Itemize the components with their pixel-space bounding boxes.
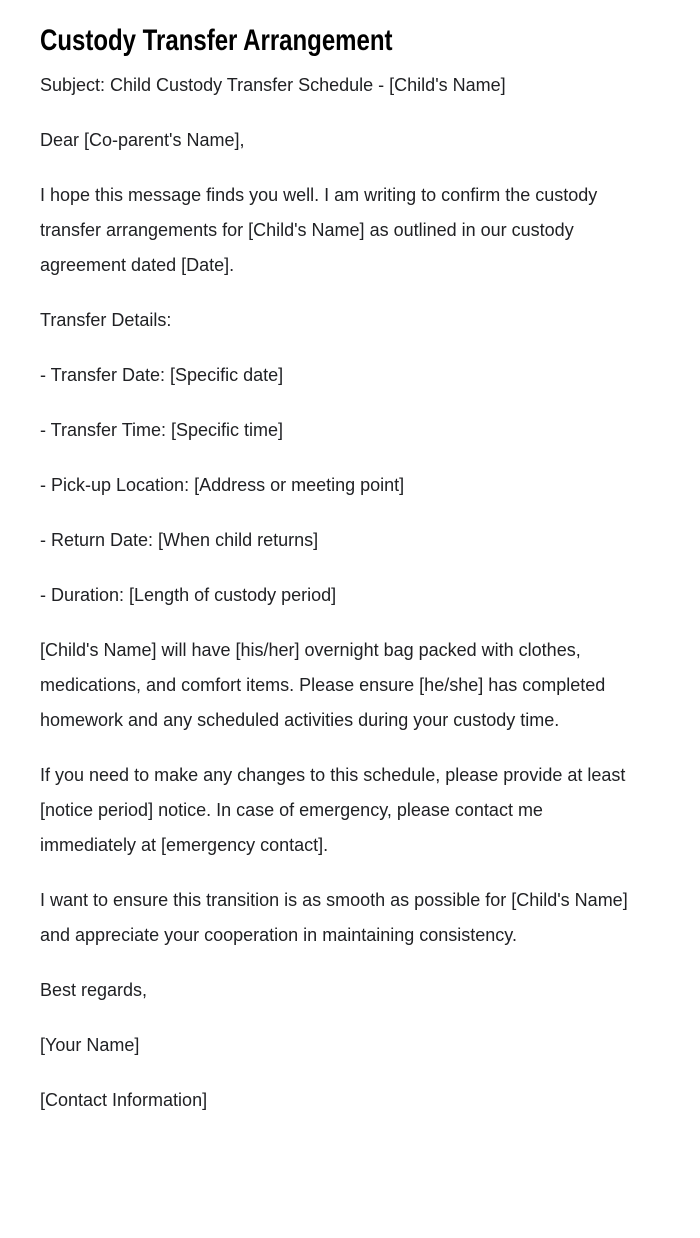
signature-name: [Your Name] (40, 1035, 140, 1055)
detail-item-duration: - Duration: [Length of custody period] (40, 585, 337, 605)
detail-item-pickup-location: - Pick-up Location: [Address or meeting point] (40, 475, 405, 495)
cooperation-paragraph: I want to ensure this transition is as smooth as possible for [Child's Name] and appreciate your cooperation in maintaining consistency. (40, 890, 628, 945)
sign-off: Best regards, (40, 980, 148, 1000)
subject-line: Subject: Child Custody Transfer Schedule - [Child's Name] (40, 75, 506, 95)
detail-item-transfer-date: - Transfer Date: [Specific date] (40, 365, 284, 385)
schedule-changes-paragraph: If you need to make any changes to this schedule, please provide at least [notice period] notice. In case of emergency, please contact me immediately at [emergency contact]. (40, 765, 626, 855)
belongings-paragraph: [Child's Name] will have [his/her] overnight bag packed with clothes, medications, and comfort items. Please ensure [he/she] has completed homework and any scheduled activities during your custody time. (40, 640, 606, 730)
detail-item-return-date: - Return Date: [When child returns] (40, 530, 319, 550)
intro-paragraph: I hope this message finds you well. I am writing to confirm the custody transfer arrangements for [Child's Name] as outlined in our custody agreement dated [Date]. (40, 185, 598, 275)
detail-item-transfer-time: - Transfer Time: [Specific time] (40, 420, 284, 440)
document-title: Custody Transfer Arrangement (40, 24, 393, 57)
contact-information: [Contact Information] (40, 1090, 208, 1110)
salutation: Dear [Co-parent's Name], (40, 130, 245, 150)
transfer-details-heading: Transfer Details: (40, 310, 172, 330)
